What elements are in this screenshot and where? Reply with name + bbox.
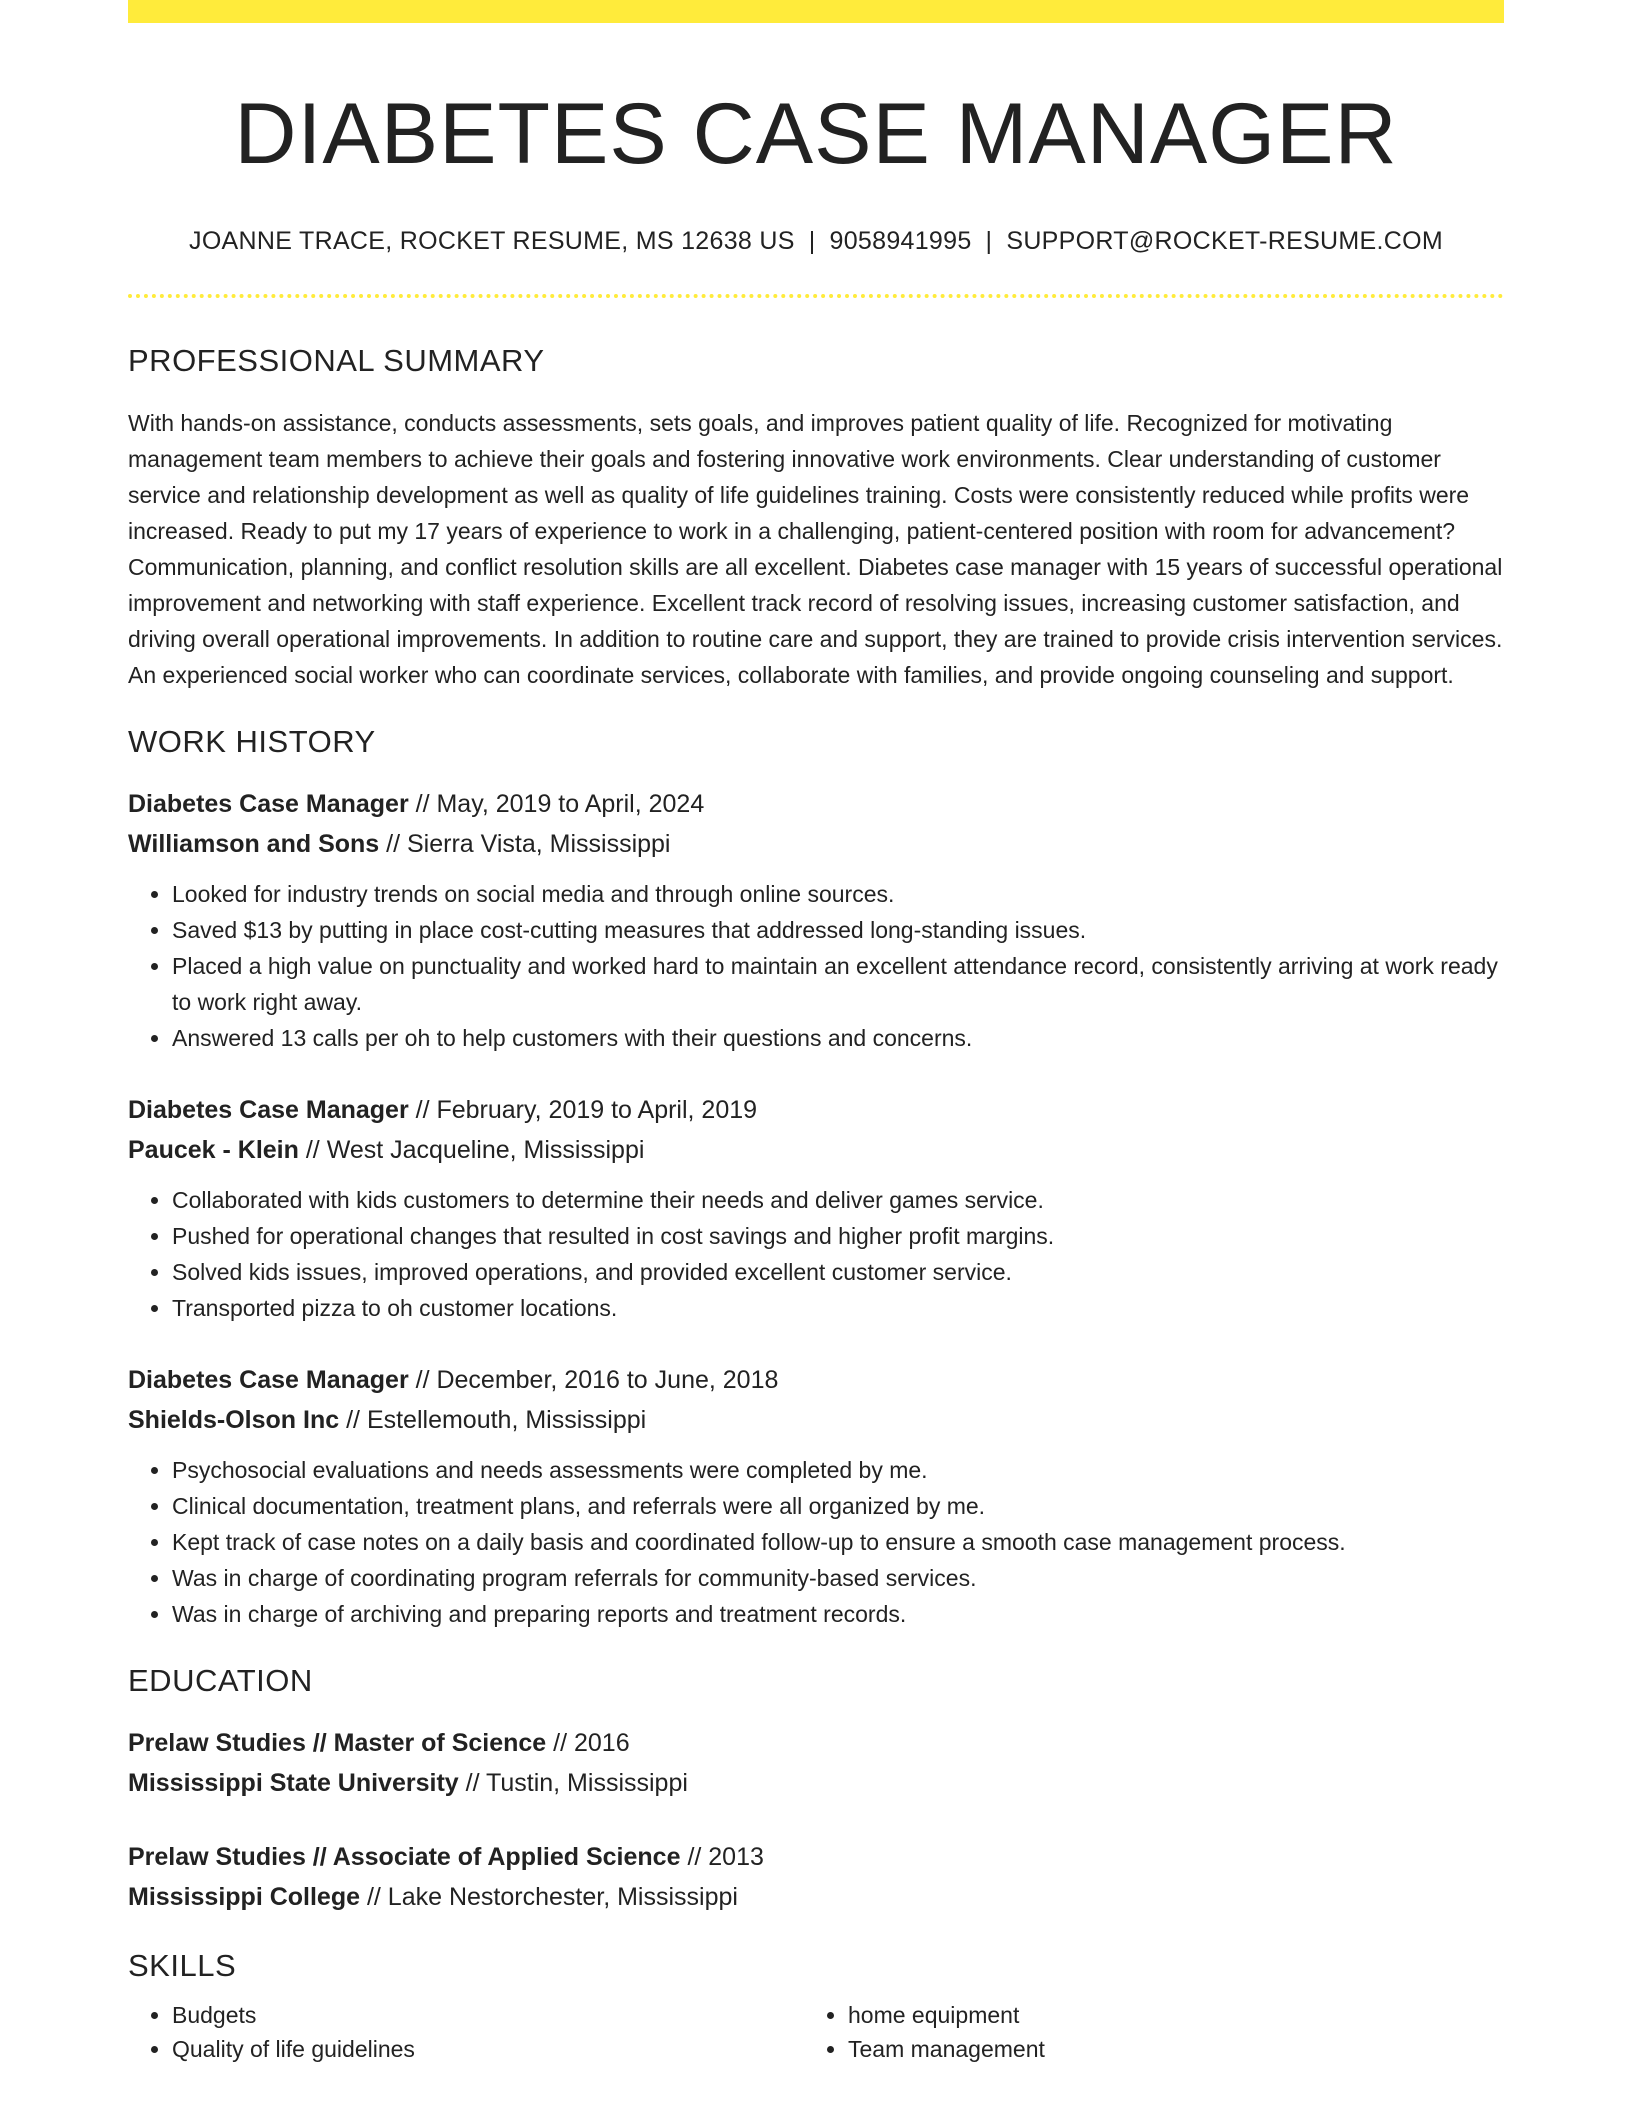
skills-heading: SKILLS: [128, 1948, 237, 1984]
work-history-heading: WORK HISTORY: [128, 723, 376, 759]
job-company-line: [128, 824, 1504, 864]
skill-item: • Team management: [848, 2032, 1480, 2066]
job-title: Diabetes Case Manager: [128, 1365, 409, 1394]
job-entry: [128, 1090, 1504, 1326]
job-entry: [128, 1360, 1504, 1632]
summary-text: With hands-on assistance, conducts assessments, sets goals, and improves patient quality of life. Recognized for motivating management team members to achieve their goals and fostering innovative work environments. Clear understanding of customer service and relationship development as well as quality of life guidelines training. Costs were consistently reduced while profits were increased. Ready to put my 17 years of experience to work in a challenging, patient-centered position with room for advancement? Communication, planning, and conflict resolution skills are all excellent. Diabetes case manager with 15 years of successful operational improvement and networking with staff experience. Excellent track record of resolving issues, increasing customer satisfaction, and driving overall operational improvements. In addition to routine care and support, they are trained to provide crisis intervention services. An experienced social worker who can coordinate services, collaborate with families, and provide ongoing counseling and support.: [128, 409, 1503, 688]
job-bullets: [128, 1452, 1504, 1632]
job-title-line: [128, 1360, 1504, 1400]
job-dates: // February, 2019 to April, 2019: [408, 1095, 758, 1124]
list-item: • Was in charge of archiving and preparing reports and treatment records.: [172, 1596, 1504, 1632]
list-item: • Pushed for operational changes that resulted in cost savings and higher profit margins.: [172, 1218, 1504, 1254]
list-item: • Answered 13 calls per oh to help customers with their questions and concerns.: [172, 1020, 1504, 1056]
work-history-section: [128, 723, 1504, 1632]
school: Mississippi State University: [128, 1769, 459, 1798]
list-item: • Collaborated with kids customers to determine their needs and deliver games service.: [172, 1182, 1504, 1218]
degree: Prelaw Studies // Master of Science: [128, 1729, 547, 1758]
dotted-divider: [128, 294, 1504, 298]
job-bullets: [128, 1182, 1504, 1326]
job-title-line: [128, 1090, 1504, 1130]
list-item: • Was in charge of coordinating program referrals for community-based services.: [172, 1560, 1504, 1596]
resume-title: DIABETES CASE MANAGER: [234, 86, 1398, 182]
contact-phone: 9058941995: [829, 226, 972, 255]
job-title: Diabetes Case Manager: [128, 1095, 409, 1124]
job-title: Diabetes Case Manager: [128, 789, 409, 818]
list-item: • Looked for industry trends on social media and through online sources.: [172, 876, 1504, 912]
contact-separator: |: [985, 226, 993, 255]
list-item: • Saved $13 by putting in place cost-cutting measures that addressed long-standing issues.: [172, 912, 1504, 948]
education-section: [128, 1662, 1504, 1917]
summary-heading: PROFESSIONAL SUMMARY: [128, 342, 545, 378]
contact-separator: |: [808, 226, 816, 255]
school-line: [128, 1763, 1504, 1803]
education-heading: EDUCATION: [128, 1662, 313, 1698]
job-title-line: [128, 784, 1504, 824]
school-line: [128, 1877, 1504, 1917]
job-location: // Sierra Vista, Mississippi: [379, 829, 671, 858]
skills-list-right: [804, 1998, 1480, 2066]
skills-list-left: [128, 1998, 804, 2066]
degree-year: // 2013: [680, 1843, 764, 1872]
contact-line: [128, 226, 1504, 256]
resume-page: [128, 0, 1504, 2066]
job-company-line: [128, 1130, 1504, 1170]
contact-email: SUPPORT@ROCKET-RESUME.COM: [1006, 226, 1443, 255]
job-location: // Estellemouth, Mississippi: [339, 1405, 647, 1434]
job-company: Paucek - Klein: [128, 1135, 299, 1164]
degree: Prelaw Studies // Associate of Applied Science: [128, 1843, 681, 1872]
job-bullets: [128, 876, 1504, 1056]
education-entry: [128, 1837, 1504, 1917]
list-item: • Placed a high value on punctuality and worked hard to maintain an excellent attendance record, consistently arriving at work ready to work right away.: [172, 948, 1504, 1020]
list-item: • Solved kids issues, improved operations, and provided excellent customer service.: [172, 1254, 1504, 1290]
accent-top-bar: [128, 0, 1504, 23]
summary-section: [128, 342, 1504, 693]
skill-item: • Budgets: [172, 1998, 804, 2032]
skill-item: • home equipment: [848, 1998, 1480, 2032]
education-entry: [128, 1723, 1504, 1803]
job-location: // West Jacqueline, Mississippi: [298, 1135, 645, 1164]
degree-year: // 2016: [546, 1729, 630, 1758]
job-company-line: [128, 1400, 1504, 1440]
job-entry: [128, 784, 1504, 1056]
list-item: • Clinical documentation, treatment plans, and referrals were all organized by me.: [172, 1488, 1504, 1524]
list-item: • Kept track of case notes on a daily basis and coordinated follow-up to ensure a smooth case management process.: [172, 1524, 1504, 1560]
skill-item: • Quality of life guidelines: [172, 2032, 804, 2066]
school-location: // Lake Nestorchester, Mississippi: [360, 1883, 738, 1912]
list-item: • Transported pizza to oh customer locations.: [172, 1290, 1504, 1326]
job-dates: // December, 2016 to June, 2018: [408, 1365, 779, 1394]
skills-columns: [128, 1998, 1504, 2066]
skills-section: [128, 1947, 1504, 2066]
list-item: • Psychosocial evaluations and needs assessments were completed by me.: [172, 1452, 1504, 1488]
degree-line: [128, 1723, 1504, 1763]
job-company: Shields-Olson Inc: [128, 1405, 340, 1434]
job-dates: // May, 2019 to April, 2024: [408, 789, 705, 818]
contact-address: JOANNE TRACE, ROCKET RESUME, MS 12638 US: [189, 226, 795, 255]
job-company: Williamson and Sons: [128, 829, 380, 858]
school-location: // Tustin, Mississippi: [458, 1769, 688, 1798]
school: Mississippi College: [128, 1883, 361, 1912]
degree-line: [128, 1837, 1504, 1877]
